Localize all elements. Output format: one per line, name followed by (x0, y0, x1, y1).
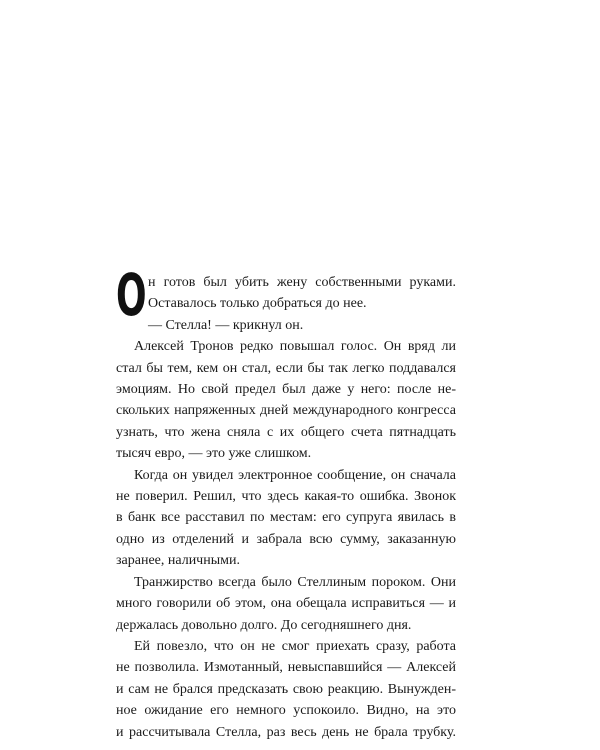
text-line: не поверил. Решил, что здесь какая-то ошибка. Звонок (116, 489, 456, 505)
text-line: много говорили об этом, она обещала исправиться — и (116, 596, 456, 612)
text-line: ное ожидание его немного успокоило. Видно, на это (116, 703, 456, 719)
text-line: и рассчитывала Стелла, раз весь день не брала трубку. (116, 724, 456, 740)
text-line: заранее, наличными. (116, 553, 240, 569)
text-line: не позволила. Измотанный, невыспавшийся — Алексей (116, 660, 456, 676)
text-line: Оставалось только добраться до нее. (148, 296, 367, 312)
text-line: — Стелла! — крикнул он. (148, 317, 304, 333)
text-line: держалась довольно долго. До сегодняшнего дня. (116, 617, 412, 633)
text-line: и сам не брался предсказать свою реакцию. Вынужден- (116, 681, 456, 697)
drop-cap-letter: О (116, 261, 147, 329)
text-line: в банк все расставил по местам: его супруга явилась в (116, 510, 456, 526)
text-line: тысяч евро, — это уже слишком. (116, 446, 312, 462)
text-line: стал бы тем, кем он стал, если бы так легко поддавался (116, 360, 456, 376)
text-lines (116, 261, 456, 743)
text-line: одно из отделений и забрала всю сумму, заказанную (116, 531, 456, 547)
text-line: эмоциям. Но свой предел был даже у него: после не- (116, 382, 456, 398)
chapter-text (116, 261, 456, 743)
text-line: Когда он увидел электронное сообщение, он сначала (134, 467, 456, 483)
text-line: Ей повезло, что он не смог приехать сразу, работа (134, 638, 456, 654)
text-line: Транжирство всегда было Стеллиным пороком. Они (134, 574, 456, 590)
text-line: н готов был убить жену собственными руками. (148, 275, 456, 290)
text-line: узнать, что жена сняла с их общего счета пятнадцать (116, 424, 456, 440)
text-line: скольких напряженных дней международного конгресса (116, 403, 456, 419)
text-line: Алексей Тронов редко повышал голос. Он вряд ли (134, 339, 456, 355)
